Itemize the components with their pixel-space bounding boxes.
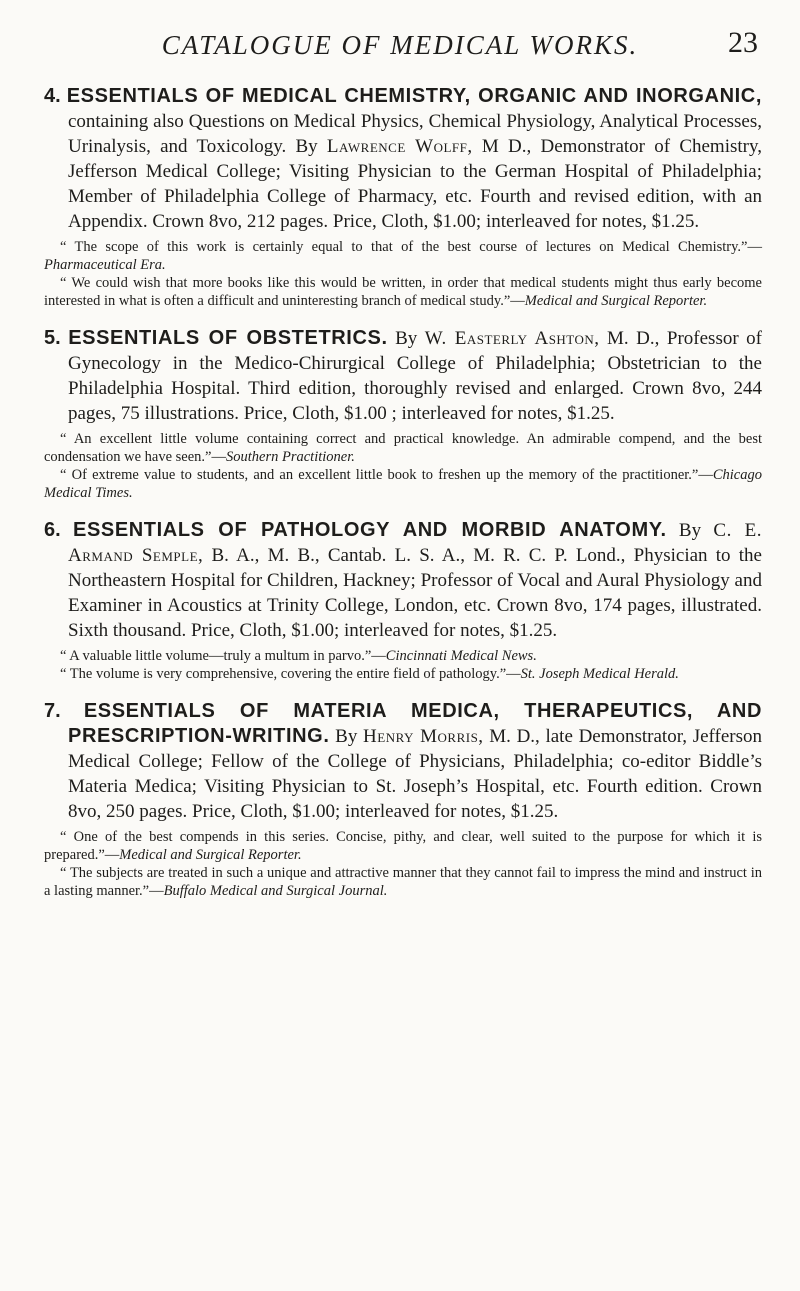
- entry-title: ESSENTIALS OF OBSTETRICS.: [68, 327, 388, 349]
- entry-title: ESSENTIALS OF MEDICAL CHEMISTRY, ORGANIC AND INORGANIC,: [66, 85, 763, 107]
- review-quote: [44, 665, 762, 683]
- catalogue-entry-4: [44, 84, 762, 310]
- entry-description: [44, 326, 762, 426]
- review-quote: [44, 430, 762, 466]
- catalogue-entries: [44, 84, 762, 916]
- catalogue-entry-6: [44, 518, 762, 683]
- review-text: “ One of the best compends in this series. Concise, pithy, and clear, well suited to the purpose for which it is prepared.”—: [44, 829, 762, 863]
- entry-number: 7.: [44, 700, 61, 722]
- review-quote: [44, 828, 762, 864]
- review-source: Pharmaceutical Era.: [44, 257, 166, 273]
- author-name: C. E. Armand Semple,: [68, 520, 762, 566]
- running-head: [0, 22, 800, 72]
- entry-description-text: By: [329, 726, 364, 747]
- author-name: W. Easterly Ashton,: [424, 328, 600, 349]
- entry-number: 5.: [44, 327, 61, 349]
- entry-title: ESSENTIALS OF PATHOLOGY AND MORBID ANATOMY.: [73, 519, 667, 541]
- review-quote: [44, 647, 762, 665]
- entry-description: [44, 518, 762, 643]
- entry-description-text: M D., Demonstrator of Chemistry, Jefferson Medical College; Visiting Physician to the German Hospital of Philadelphia; Member of Philadelphia College of Pharmacy, etc. Fourth and revised edition, with an Appendix. Crown 8vo, 212 pages. Price, Cloth, $1.00; interleaved for notes, $1.25.: [68, 136, 762, 232]
- entry-description: [44, 699, 762, 824]
- review-source: Cincinnati Medical News.: [385, 648, 537, 664]
- entry-title: ESSENTIALS OF MATERIA MEDICA, THERAPEUTICS, AND PRESCRIPTION-WRITING.: [68, 700, 762, 747]
- review-text: “ Of extreme value to students, and an excellent little book to freshen up the memory of the practitioner.”—: [60, 467, 713, 483]
- entry-description-text: By: [666, 520, 714, 541]
- entry-description-text: M. D., late Demonstrator, Jefferson Medical College; Fellow of the College of Physicians, Philadelphia; co-editor Biddle’s Materia Medica; Visiting Physician to St. Joseph’s Hospital, etc. Fourth edition. Crown 8vo, 250 pages. Price, Cloth, $1.00; interleaved for notes, $1.25.: [68, 726, 763, 822]
- review-text: “ The volume is very comprehensive, covering the entire field of pathology.”—: [60, 666, 521, 682]
- entry-description: [44, 84, 762, 234]
- entry-number: 6.: [44, 519, 61, 541]
- catalogue-entry-7: [44, 699, 762, 900]
- review-text: “ An excellent little volume containing correct and practical knowledge. An admirable compend, and the best condensation we have seen.”—: [44, 431, 762, 465]
- review-source: Medical and Surgical Reporter.: [119, 847, 302, 863]
- review-source: St. Joseph Medical Herald.: [520, 666, 679, 682]
- author-name: Lawrence Wolff,: [326, 136, 473, 157]
- page-number: 23: [728, 26, 758, 59]
- review-source: Chicago Medical Times.: [44, 467, 762, 501]
- entry-description-text: By: [387, 328, 425, 349]
- catalogue-entry-5: [44, 326, 762, 502]
- entry-description-text: B. A., M. B., Cantab. L. S. A., M. R. C. P. Lond., Physician to the Northeastern Hospital for Children, Hackney; Professor of Vocal and Aural Physiology and Examiner in Acoustics at Trinity College, London, etc. Crown 8vo, 174 pages, illustrated. Sixth thousand. Price, Cloth, $1.00; interleaved for notes, $1.25.: [68, 545, 762, 641]
- review-text: “ The scope of this work is certainly equal to that of the best course of lectures on Medical Chemistry.”—: [60, 239, 762, 255]
- review-source: Medical and Surgical Reporter.: [524, 293, 708, 309]
- entry-number: 4.: [44, 85, 61, 107]
- entry-description-text: M. D., Professor of Gynecology in the Medico-Chirurgical College of Philadelphia; Obstetrician to the Philadelphia Hospital. Third edition, thoroughly revised and enlarged. Crown 8vo, 244 pages, 75 illustrations. Price, Cloth, $1.00 ; interleaved for notes, $1.25.: [68, 328, 762, 424]
- entry-description-text: containing also Questions on Medical Physics, Chemical Physiology, Analytical Processes, Urinalysis, and Toxicology. By: [68, 111, 762, 157]
- review-source: Southern Practitioner.: [226, 449, 355, 465]
- review-quote: [44, 274, 762, 310]
- review-quote: [44, 238, 762, 274]
- review-text: “ The subjects are treated in such a unique and attractive manner that they cannot fail to impress the mind and instruct in a lasting manner.”—: [44, 865, 762, 899]
- review-quote: [44, 466, 762, 502]
- running-title: CATALOGUE OF MEDICAL WORKS.: [161, 30, 639, 60]
- review-text: “ A valuable little volume—truly a multum in parvo.”—: [60, 648, 386, 664]
- review-source: Buffalo Medical and Surgical Journal.: [163, 883, 388, 899]
- author-name: Henry Morris,: [363, 726, 484, 747]
- review-quote: [44, 864, 762, 900]
- review-text: “ We could wish that more books like this would be written, in order that medical students might thus early become interested in what is often a difficult and uninteresting branch of medical study.”—: [44, 275, 762, 309]
